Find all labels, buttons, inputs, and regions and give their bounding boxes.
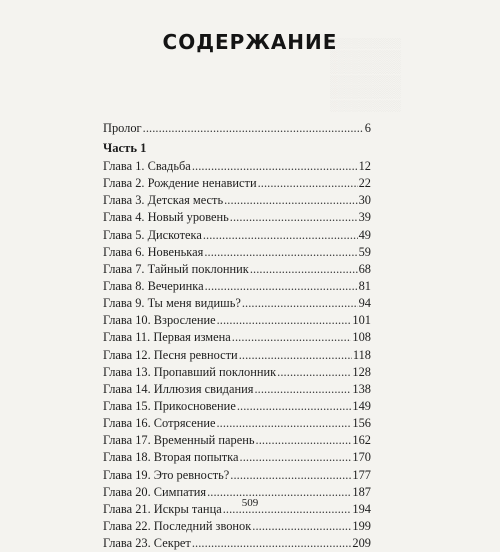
toc-entry bbox=[103, 261, 371, 278]
dot-leader bbox=[240, 449, 352, 466]
toc-entry-page: 162 bbox=[352, 433, 371, 448]
toc-entry-label: Глава 22. Последний звонок bbox=[103, 518, 252, 533]
dot-leader bbox=[256, 432, 352, 449]
dot-leader bbox=[143, 120, 364, 137]
toc-entry bbox=[103, 449, 371, 466]
toc-entry-label: Глава 6. Новенькая bbox=[103, 244, 204, 259]
toc-entry bbox=[103, 278, 371, 295]
toc-entry-label: Пролог bbox=[103, 121, 142, 135]
toc-entry-label: Глава 1. Свадьба bbox=[103, 159, 191, 173]
dot-leader bbox=[192, 535, 352, 552]
toc-entry bbox=[103, 467, 371, 484]
toc-entry-page: 177 bbox=[352, 467, 371, 482]
toc-prologue bbox=[103, 120, 371, 137]
page-number: 509 bbox=[241, 497, 259, 509]
toc-entry bbox=[103, 175, 371, 192]
dot-leader bbox=[250, 261, 358, 278]
toc-entry bbox=[103, 381, 371, 398]
toc-entry-page: 30 bbox=[358, 193, 371, 208]
toc-entry-label: Глава 11. Первая измена bbox=[103, 330, 231, 345]
toc-entry-label: Глава 3. Детская месть bbox=[103, 193, 224, 208]
toc-entry bbox=[103, 518, 371, 535]
dot-leader bbox=[205, 278, 358, 295]
toc-entry-page: 170 bbox=[352, 450, 371, 465]
toc-entry bbox=[103, 415, 371, 432]
toc-entry-label: Глава 14. Иллюзия свидания bbox=[103, 381, 254, 396]
toc-entry-label: Глава 2. Рождение ненависти bbox=[103, 176, 257, 191]
page-title: СОДЕРЖАНИЕ bbox=[162, 30, 338, 54]
toc-entry-page: 101 bbox=[352, 313, 371, 328]
toc-entry-page: 12 bbox=[358, 159, 371, 173]
toc-entry-page: 68 bbox=[358, 261, 371, 276]
toc-entry-label: Глава 21. Искры танца bbox=[103, 501, 222, 516]
toc-entry bbox=[103, 209, 371, 226]
toc-entry-page: 59 bbox=[358, 244, 371, 259]
dot-leader bbox=[224, 192, 358, 209]
toc-entry-label: Глава 8. Вечеринка bbox=[103, 278, 204, 293]
toc-entry bbox=[103, 535, 371, 552]
toc-entry bbox=[103, 329, 371, 346]
toc-entry-label: Глава 19. Это ревность? bbox=[103, 467, 230, 482]
toc-entry-label: Глава 9. Ты меня видишь? bbox=[103, 296, 241, 311]
toc-entry-label: Глава 15. Прикосновение bbox=[103, 398, 236, 413]
toc-entry-page: 81 bbox=[358, 278, 371, 293]
dot-leader bbox=[217, 312, 352, 329]
toc-entry-label: Глава 10. Взросление bbox=[103, 313, 216, 328]
dot-leader bbox=[239, 347, 352, 364]
toc-entry-label: Глава 7. Тайный поклонник bbox=[103, 261, 249, 276]
toc-entry-page: 39 bbox=[358, 210, 371, 225]
toc-entry-label: Глава 4. Новый уровень bbox=[103, 210, 229, 225]
toc-entry bbox=[103, 158, 371, 175]
toc-entry-label: Глава 5. Дискотека bbox=[103, 227, 202, 242]
toc-entry bbox=[103, 398, 371, 415]
toc-entry bbox=[103, 364, 371, 381]
toc-entry-page: 6 bbox=[364, 121, 371, 135]
toc-entry-page: 209 bbox=[352, 536, 371, 551]
toc-entry bbox=[103, 120, 371, 137]
toc-entry-page: 128 bbox=[352, 364, 371, 379]
toc-entry-page: 149 bbox=[352, 398, 371, 413]
toc-entry-page: 187 bbox=[352, 484, 371, 499]
toc-entry-page: 118 bbox=[352, 347, 371, 362]
dot-leader bbox=[252, 518, 351, 535]
toc-entry-label: Глава 23. Секрет bbox=[103, 536, 191, 551]
toc-entry-page: 194 bbox=[352, 501, 371, 516]
dot-leader bbox=[237, 398, 352, 415]
dot-leader bbox=[216, 415, 351, 432]
dot-leader bbox=[230, 467, 351, 484]
toc-entry-label: Глава 16. Сотрясение bbox=[103, 416, 216, 431]
toc-entry-page: 138 bbox=[352, 381, 371, 396]
toc-entry-page: 94 bbox=[358, 296, 371, 311]
dot-leader bbox=[254, 381, 351, 398]
dot-leader bbox=[203, 227, 358, 244]
toc-entry-label: Глава 13. Пропавший поклонник bbox=[103, 364, 277, 379]
toc-entry-label: Глава 17. Временный парень bbox=[103, 433, 255, 448]
dot-leader bbox=[258, 175, 358, 192]
reverse-side-show-through: ░░░░░░░░░░ ░░░░░░░░░░ ░░░░░░░░░░ ░░░░░░░░░░ ░░░░░░░░░░ ░░░░░░░░░░ bbox=[330, 38, 401, 112]
toc-entry-page: 199 bbox=[352, 518, 371, 533]
dot-leader bbox=[204, 244, 357, 261]
toc-entry bbox=[103, 192, 371, 209]
toc-entry-label: Глава 12. Песня ревности bbox=[103, 347, 238, 362]
dot-leader bbox=[242, 295, 358, 312]
toc-entry bbox=[103, 347, 371, 364]
toc-entry bbox=[103, 312, 371, 329]
dot-leader bbox=[192, 158, 358, 175]
part-heading: Часть 1 bbox=[103, 141, 147, 155]
toc-entry-label: Глава 20. Симпатия bbox=[103, 484, 207, 499]
toc-entry bbox=[103, 227, 371, 244]
toc-entry bbox=[103, 432, 371, 449]
dot-leader bbox=[232, 329, 352, 346]
chapter-list bbox=[103, 158, 371, 552]
toc-entry-page: 108 bbox=[352, 330, 371, 345]
toc-entry-label: Глава 18. Вторая попытка bbox=[103, 450, 239, 465]
toc-entry-page: 49 bbox=[358, 227, 371, 242]
toc-entry bbox=[103, 244, 371, 261]
dot-leader bbox=[230, 209, 358, 226]
toc-entry-page: 22 bbox=[358, 176, 371, 191]
dot-leader bbox=[277, 364, 351, 381]
toc-entry-page: 156 bbox=[352, 416, 371, 431]
toc-entry bbox=[103, 295, 371, 312]
